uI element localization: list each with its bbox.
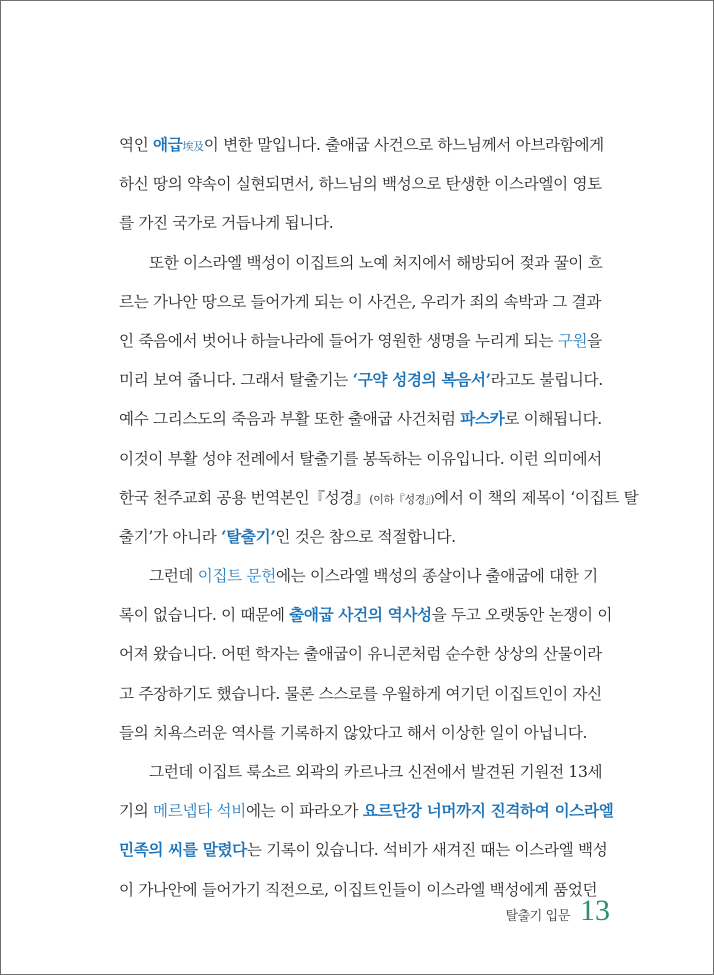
text-line — [119, 525, 611, 564]
text-line: 이 가나안에 들어가기 직전으로, 이집트인들이 이스라엘 백성에게 품었던 — [119, 880, 598, 899]
text-line: 를 가진 국가로 거듭나게 됩니다. — [119, 214, 334, 233]
text-run: 에는 이 파라오가 — [245, 802, 363, 821]
text-line: 어져 왔습니다. 어떤 학자는 출애굽이 유니콘처럼 순수한 상상의 산물이라 — [119, 645, 602, 664]
paragraph-start-line — [119, 564, 611, 603]
page-number: 13 — [580, 894, 610, 927]
page-footer — [505, 896, 610, 926]
highlight-term: 파스카 — [460, 409, 505, 429]
paragraph-start-line: 또한 이스라엘 백성이 이집트의 노예 처지에서 해방되어 젖과 꿀이 흐 — [149, 253, 603, 272]
highlight-term: 애급 — [153, 135, 183, 154]
highlight-term: 구원 — [557, 331, 588, 350]
text-line — [119, 329, 611, 368]
text-line — [119, 486, 639, 525]
text-line — [119, 368, 611, 407]
hanja-annotation: 埃及 — [182, 140, 204, 153]
body-text — [119, 133, 639, 917]
text-line — [119, 603, 611, 642]
text-line: 하신 땅의 약속이 실현되면서, 하느님의 백성으로 탄생한 이스라엘이 영토 — [119, 175, 602, 194]
highlight-term: 요르단강 너머까지 진격하여 이스라엘 — [362, 801, 614, 821]
highlight-term: 메르넵타 석비 — [153, 802, 246, 821]
highlight-term: ‘탈출기’ — [221, 526, 276, 546]
highlight-term: 출애굽 사건의 역사성 — [289, 605, 432, 625]
highlight-term: 이집트 문헌 — [197, 567, 276, 586]
highlight-term: 민족의 씨를 말렸다 — [119, 840, 247, 860]
text-run: 을 — [587, 331, 602, 350]
text-run: 는 기록이 있습니다. 석비가 새겨진 때는 이스라엘 백성 — [246, 841, 608, 860]
text-run: 라고도 불립니다. — [490, 371, 603, 390]
text-run: 에는 이스라엘 백성의 종살이나 출애굽에 대한 기 — [275, 567, 598, 586]
text-line — [119, 407, 611, 446]
highlight-term: ‘구약 성경의 복음서’ — [352, 370, 491, 390]
text-run: 로 이해됩니다. — [504, 410, 602, 429]
text-line: 들의 치욕스러운 역사를 기록하지 않았다고 해서 이상한 일이 아닙니다. — [119, 723, 588, 742]
text-run: 을 두고 오랫동안 논쟁이 이 — [431, 606, 613, 625]
text-line: 르는 가나안 땅으로 들어가게 되는 이 사건은, 우리가 죄의 속박과 그 결과 — [119, 292, 601, 311]
running-footer-title: 탈출기 입문 — [505, 909, 570, 924]
text-run: 그런데 — [149, 567, 198, 586]
text-run: 기의 — [119, 802, 154, 821]
text-line: 고 주장하기도 했습니다. 물론 스스로를 우월하게 여기던 이집트인이 자신 — [119, 684, 602, 703]
text-line: 이것이 부활 성야 전례에서 탈출기를 봉독하는 이유입니다. 이런 의미에서 — [119, 449, 602, 468]
text-run: 미리 보여 줍니다. 그래서 탈출기는 — [119, 371, 353, 390]
small-annotation: (이하『성경』) — [369, 492, 435, 506]
text-run: 이 변한 말입니다. 출애굽 사건으로 하느님께서 아브라함에게 — [203, 136, 604, 154]
text-run: 록이 없습니다. 이 때문에 — [119, 606, 290, 625]
text-run: 인 죽음에서 벗어나 하늘나라에 들어가 영원한 생명을 누리게 되는 — [119, 331, 558, 350]
paragraph-start-line: 그런데 이집트 룩소르 외곽의 카르나크 신전에서 발견된 기원전 13세 — [149, 763, 603, 781]
text-run: 예수 그리스도의 죽음과 부활 또한 출애굽 사건처럼 — [119, 410, 461, 429]
text-run: 역인 — [119, 136, 154, 154]
text-line — [119, 838, 611, 877]
text-run: 에서 이 책의 제목이 ‘이집트 탈 — [434, 488, 639, 507]
text-run: 한국 천주교회 공용 번역본인『성경』 — [119, 488, 370, 507]
text-line — [119, 799, 614, 838]
text-run: 인 것은 참으로 적절합니다. — [275, 527, 456, 546]
text-run: 출기’가 아니라 — [119, 527, 222, 546]
text-line — [119, 133, 611, 172]
